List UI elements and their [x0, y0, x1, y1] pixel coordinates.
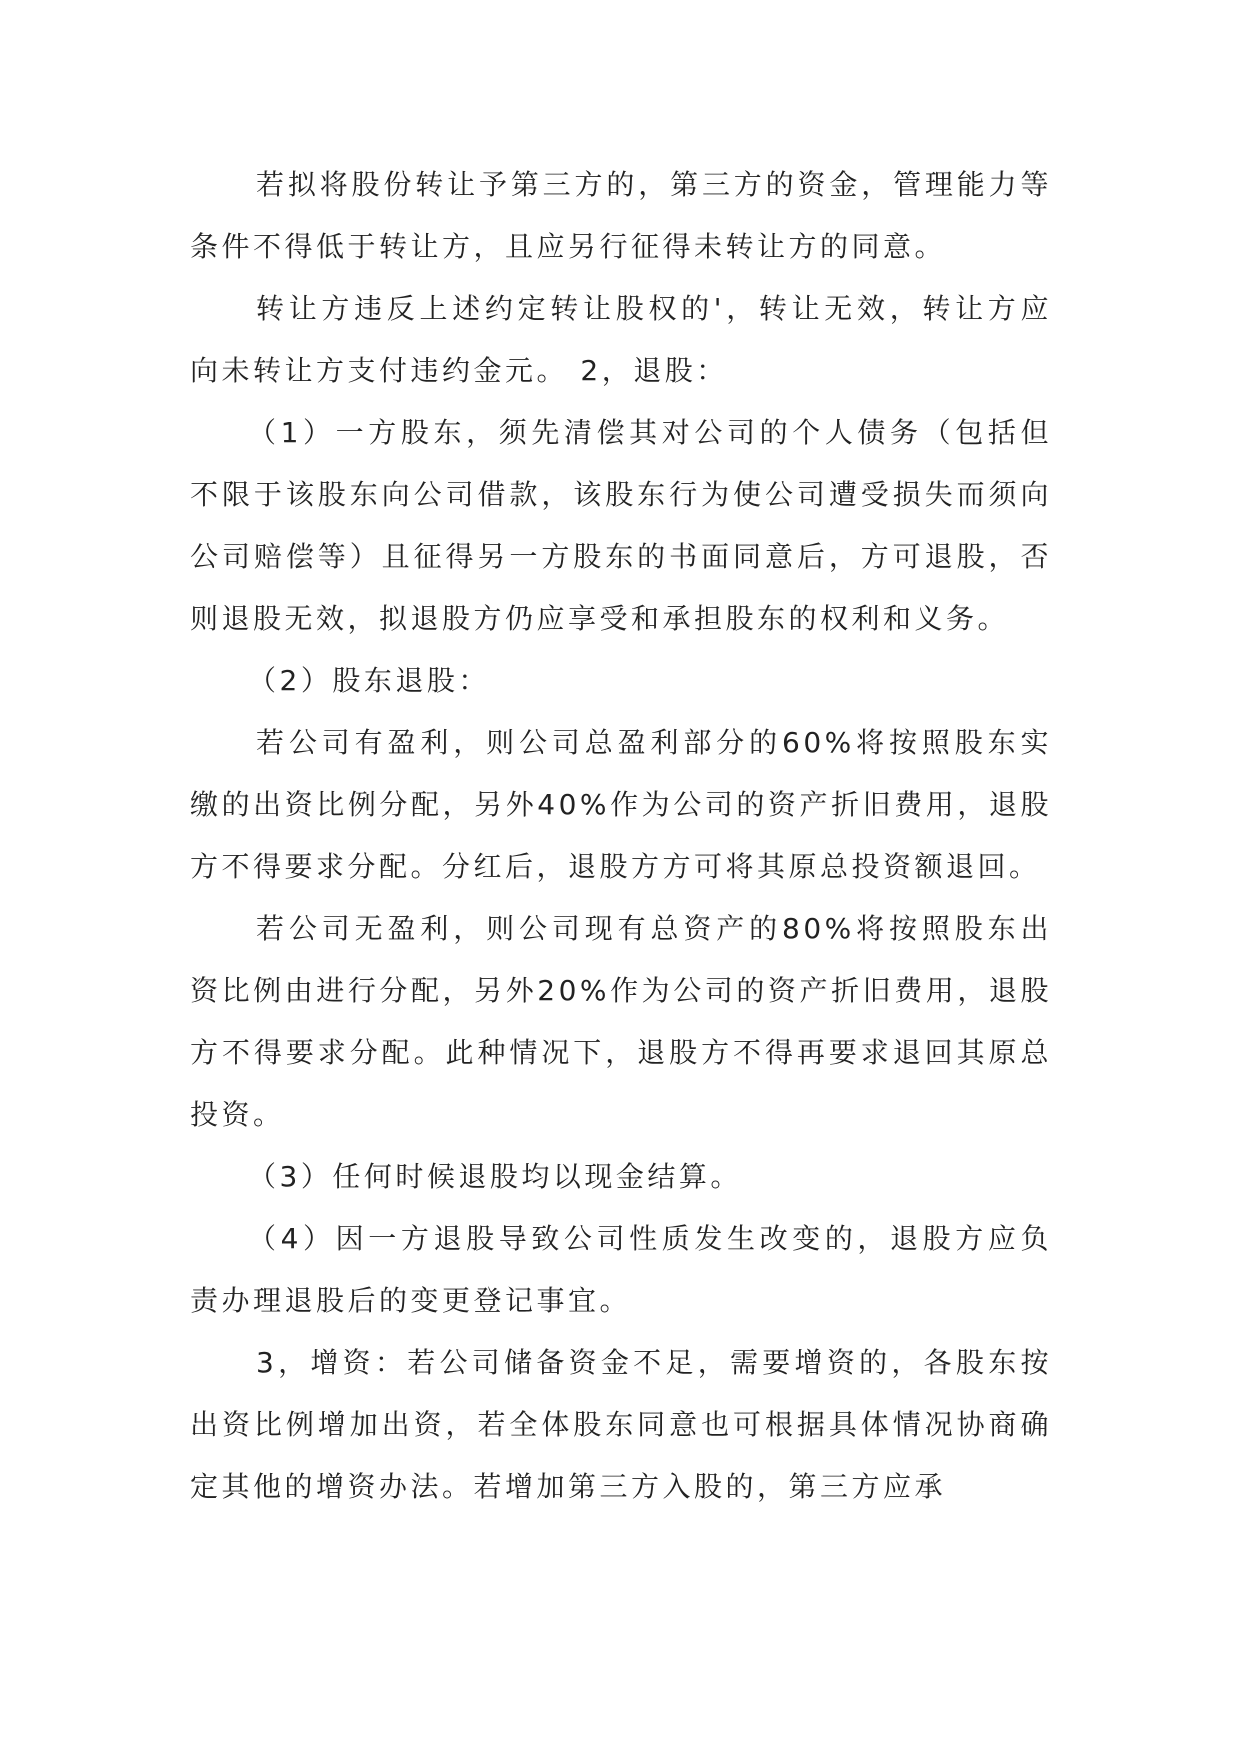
- paragraph-no-profit-case: 若公司无盈利，则公司现有总资产的80%将按照股东出资比例由进行分配，另外20%作为公司的资产折旧费用，退股方不得要求分配。此种情况下，退股方不得再要求退回其原总投资。: [190, 912, 1052, 1131]
- paragraph-withdrawal-clause-3: （3）任何时候退股均以现金结算。: [248, 1160, 742, 1193]
- paragraph-transfer-violation: 转让方违反上述约定转让股权的'，转让无效，转让方应向未转让方支付违约金元。 2，退股：: [190, 292, 1052, 387]
- document-body: [190, 154, 1052, 1518]
- paragraph-withdrawal-clause-1: （1）一方股东，须先清偿其对公司的个人债务（包括但不限于该股东向公司借款，该股东行为使公司遭受损失而须向公司赔偿等）且征得另一方股东的书面同意后，方可退股，否则退股无效，拟退股方仍应享受和承担股东的权利和义务。: [190, 416, 1052, 635]
- paragraph-withdrawal-clause-4: （4）因一方退股导致公司性质发生改变的，退股方应负责办理退股后的变更登记事宜。: [190, 1222, 1052, 1317]
- paragraph-share-transfer-third-party: 若拟将股份转让予第三方的，第三方的资金，管理能力等条件不得低于转让方，且应另行征得未转让方的同意。: [190, 168, 1052, 263]
- paragraph-withdrawal-clause-2-heading: （2）股东退股：: [248, 664, 490, 697]
- paragraph-profit-case: 若公司有盈利，则公司总盈利部分的60%将按照股东实缴的出资比例分配，另外40%作为公司的资产折旧费用，退股方不得要求分配。分红后，退股方方可将其原总投资额退回。: [190, 726, 1052, 883]
- paragraph-capital-increase: 3，增资：若公司储备资金不足，需要增资的，各股东按出资比例增加出资，若全体股东同意也可根据具体情况协商确定其他的增资办法。若增加第三方入股的，第三方应承: [190, 1346, 1052, 1503]
